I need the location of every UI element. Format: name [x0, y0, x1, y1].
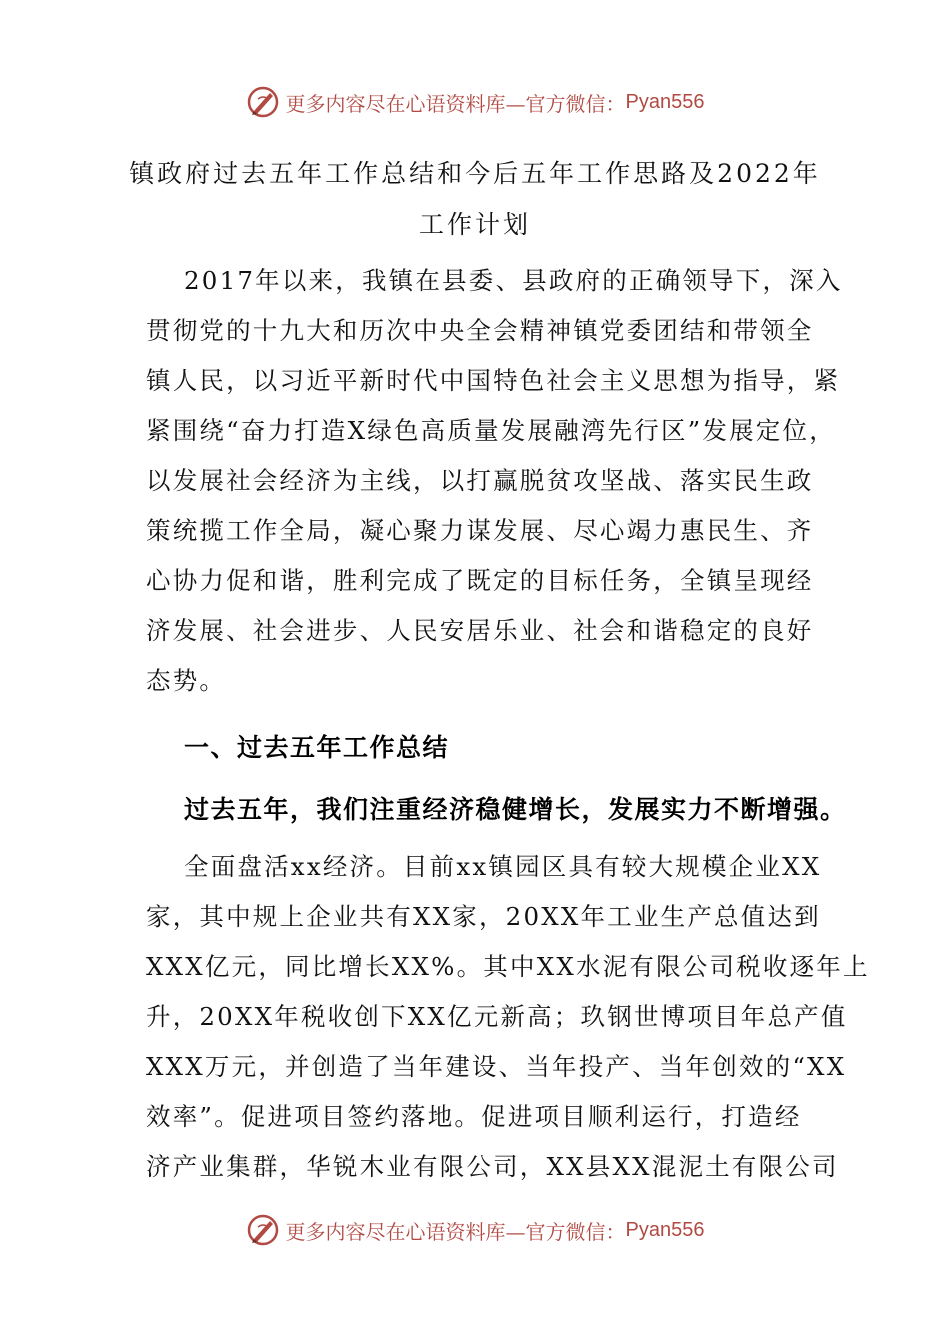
document-title-line-2: 工作计划	[418, 210, 531, 239]
paragraph-line: 全面盘活xx经济。目前xx镇园区具有较大规模企业XX	[184, 852, 822, 881]
document-title-line-1: 镇政府过去五年工作总结和今后五年工作思路及2022年	[129, 159, 821, 188]
pen-logo-icon	[246, 1213, 280, 1247]
paragraph-line: 紧围绕“奋力打造X绿色高质量发展融湾先行区”发展定位，	[146, 416, 836, 445]
paragraph-line: 策统揽工作全局，凝心聚力谋发展、尽心竭力惠民生、齐	[146, 516, 814, 545]
paragraph-line: 心协力促和谐，胜利完成了既定的目标任务，全镇呈现经	[146, 566, 814, 595]
watermark-handle: Pyan556	[625, 90, 705, 113]
paragraph-line: 以发展社会经济为主线，以打赢脱贫攻坚战、落实民生政	[146, 466, 814, 495]
paragraph-line: 2017年以来，我镇在县委、县政府的正确领导下，深入	[184, 266, 843, 295]
pen-logo-icon	[246, 85, 280, 119]
header-watermark	[0, 82, 950, 122]
section-subheading: 过去五年，我们注重经济稳健增长，发展实力不断增强。	[184, 795, 847, 824]
paragraph-line: 态势。	[146, 666, 227, 695]
paragraph-line: 济发展、社会进步、人民安居乐业、社会和谐稳定的良好	[146, 616, 814, 645]
watermark-handle: Pyan556	[625, 1218, 705, 1241]
paragraph-line: 镇人民，以习近平新时代中国特色社会主义思想为指导，紧	[146, 366, 841, 395]
paragraph-line: 济产业集群，华锐木业有限公司，XX县XX混泥土有限公司	[146, 1152, 839, 1181]
paragraph-line: 升，20XX年税收创下XX亿元新高；玖钢世博项目年总产值	[146, 1002, 848, 1031]
intro-paragraph	[146, 256, 843, 706]
body-paragraph	[146, 842, 870, 1192]
paragraph-line: XXX万元，并创造了当年建设、当年投产、当年创效的“XX	[146, 1052, 847, 1081]
paragraph-line: 效率”。促进项目签约落地。促进项目顺利运行，打造经	[146, 1102, 802, 1131]
footer-watermark	[0, 1210, 950, 1250]
watermark-text: 更多内容尽在心语资料库—官方微信：	[285, 1219, 626, 1244]
paragraph-line: 贯彻党的十九大和历次中央全会精神镇党委团结和带领全	[146, 316, 814, 345]
watermark-text: 更多内容尽在心语资料库—官方微信：	[285, 91, 626, 116]
section-heading: 一、过去五年工作总结	[184, 733, 450, 762]
paragraph-line: 家，其中规上企业共有XX家，20XX年工业生产总值达到	[146, 902, 821, 931]
paragraph-line: XXX亿元，同比增长XX%。其中XX水泥有限公司税收逐年上	[146, 952, 870, 981]
